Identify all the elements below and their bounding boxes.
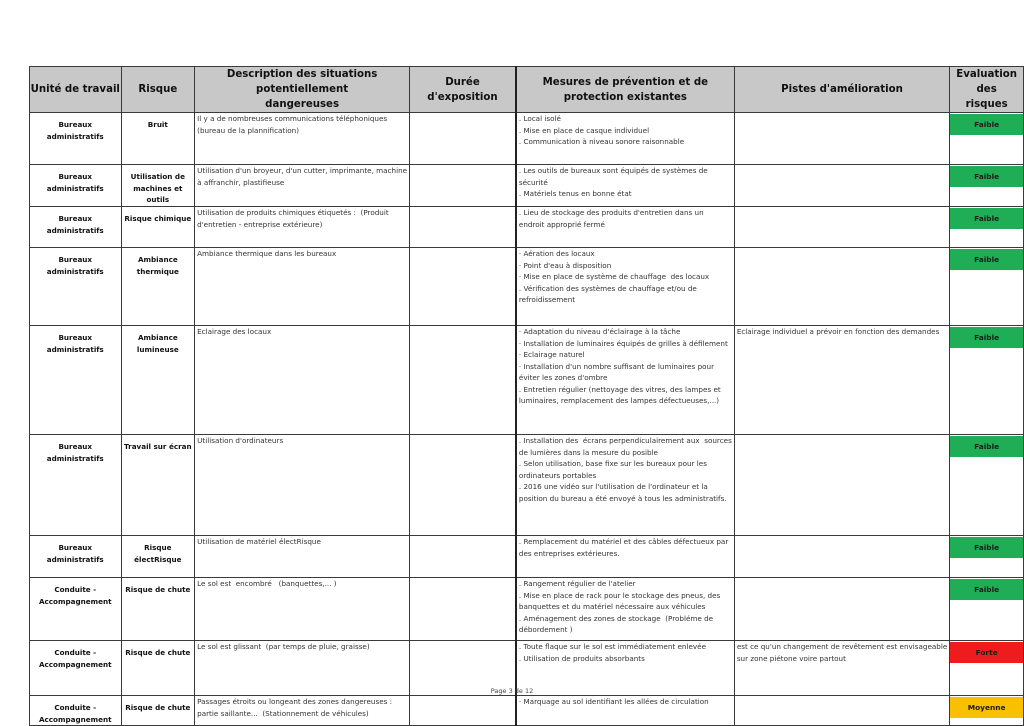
description-line: Utilisation d'ordinateurs — [197, 436, 284, 445]
description-cell — [195, 536, 410, 578]
table-row — [30, 113, 1024, 165]
evaluation-cell — [950, 578, 1024, 641]
improvements-cell — [734, 165, 949, 207]
table-row — [30, 165, 1024, 207]
measures-cell — [516, 165, 734, 207]
improvements-cell — [734, 435, 949, 536]
evaluation-cell — [950, 113, 1024, 165]
improvements-cell — [734, 578, 949, 641]
description-line: Utilisation de matériel électRisque — [197, 537, 321, 546]
header-improvements: Pistes d'amélioration — [734, 67, 949, 113]
evaluation-cell — [950, 696, 1024, 726]
description-cell — [195, 696, 410, 726]
unit-cell: Conduite - Accompagnement — [30, 578, 122, 641]
unit-cell: Conduite - Accompagnement — [30, 696, 122, 726]
measures-line: des entreprises extérieures. — [518, 548, 620, 558]
description-line: Le sol est glissant (par temps de pluie, graisse) — [197, 642, 370, 651]
measures-line: . Mise en place de rack pour le stockage des pneus, des — [518, 590, 721, 600]
unit-cell: Bureaux administratifs — [30, 248, 122, 326]
risk-assessment-table — [29, 66, 1024, 726]
risk-cell: Ambiance thermique — [121, 248, 195, 326]
improvements-line: est ce qu'un changement de revêtement est envisageable — [736, 642, 948, 651]
table-row — [30, 696, 1024, 726]
risk-level-badge: Faible — [950, 327, 1023, 348]
risk-cell: Risque de chute — [121, 696, 195, 726]
table-row — [30, 536, 1024, 578]
risk-cell: Travail sur écran — [121, 435, 195, 536]
unit-cell: Bureaux administratifs — [30, 207, 122, 248]
description-line: (bureau de la plannification) — [197, 125, 300, 135]
risk-level-badge: Faible — [950, 208, 1023, 229]
improvements-cell — [734, 536, 949, 578]
measures-line: . Matériels tenus en bonne état — [518, 189, 632, 198]
improvements-cell — [734, 207, 949, 248]
risk-cell: Bruit — [121, 113, 195, 165]
evaluation-cell — [950, 165, 1024, 207]
risk-level-badge: Faible — [950, 249, 1023, 270]
risk-cell: Risque de chute — [121, 578, 195, 641]
unit-cell: Bureaux administratifs — [30, 326, 122, 435]
risk-level-badge: Moyenne — [950, 697, 1023, 718]
evaluation-cell — [950, 248, 1024, 326]
measures-line: . Toute flaque sur le sol est immédiatement enlevée — [518, 642, 706, 651]
measures-cell — [516, 113, 734, 165]
table-row — [30, 207, 1024, 248]
risk-level-badge: Faible — [950, 436, 1023, 457]
header-risk: Risque — [121, 67, 195, 113]
risk-cell: Risque de chute — [121, 641, 195, 696]
improvements-cell — [734, 248, 949, 326]
description-line: Utilisation d'un broyeur, d'un cutter, imprimante, machine — [197, 166, 408, 175]
measures-line: luminaires, remplacement des lampes défectueuses,...) — [518, 396, 720, 405]
evaluation-cell — [950, 536, 1024, 578]
header-measures: Mesures de prévention et de protection existantes — [516, 67, 734, 113]
measures-line: ordinateurs portables — [518, 470, 597, 480]
risk-cell: Risque électRisque — [121, 536, 195, 578]
measures-line: · Mise en place de système de chauffage des locaux — [518, 272, 710, 281]
measures-line: endroit approprié fermé — [518, 219, 605, 229]
improvements-cell — [734, 113, 949, 165]
table-row — [30, 248, 1024, 326]
description-cell — [195, 578, 410, 641]
improvements-line: Eclairage individuel a prévoir en fonction des demandes — [736, 327, 940, 336]
measures-line: sécurité — [518, 177, 548, 187]
measures-line: . Local isolé — [518, 114, 561, 123]
description-line: Ambiance thermique dans les bureaux — [197, 249, 337, 258]
risk-level-badge: Faible — [950, 579, 1023, 600]
measures-line: éviter les zones d'ombre — [518, 373, 608, 382]
description-line: à affranchir, plastifieuse — [197, 177, 285, 187]
duration-cell — [410, 578, 516, 641]
measures-line: . Mise en place de casque individuel — [518, 125, 650, 135]
measures-line: . Entretien régulier (nettoyage des vitres, des lampes et — [518, 384, 721, 394]
measures-line: . Installation des écrans perpendiculairement aux sources — [518, 436, 732, 445]
description-line: Eclairage des locaux — [197, 327, 272, 336]
description-line: Il y a de nombreuses communications téléphoniques — [197, 114, 388, 123]
description-line: Utilisation de produits chimiques étiquetés : (Produit — [197, 208, 389, 217]
measures-cell — [516, 536, 734, 578]
measures-line: · Eclairage naturel — [518, 350, 585, 359]
measures-cell — [516, 326, 734, 435]
unit-cell: Conduite - Accompagnement — [30, 641, 122, 696]
measures-line: . Selon utilisation, base fixe sur les bureaux pour les — [518, 459, 707, 468]
evaluation-cell — [950, 326, 1024, 435]
improvements-line: sur zone piétone voire partout — [736, 653, 846, 663]
measures-line: . Les outils de bureaux sont équipés de systèmes de — [518, 166, 708, 175]
unit-cell: Bureaux administratifs — [30, 165, 122, 207]
unit-cell: Bureaux administratifs — [30, 113, 122, 165]
measures-line: . Lieu de stockage des produits d'entretien dans un — [518, 208, 704, 217]
description-cell — [195, 248, 410, 326]
risk-cell: Utilisation de machines et outils — [121, 165, 195, 207]
risk-cell: Risque chimique — [121, 207, 195, 248]
risk-level-badge: Forte — [950, 642, 1023, 663]
description-line: Le sol est encombré (banquettes,... ) — [197, 579, 337, 588]
measures-line: . Remplacement du matériel et des câbles défectueux par — [518, 537, 729, 546]
duration-cell — [410, 696, 516, 726]
description-line: d'entretien - entreprise extérieure) — [197, 219, 323, 229]
measures-line: . Communication à niveau sonore raisonnable — [518, 137, 685, 146]
measures-line: . 2016 une vidéo sur l'utilisation de l'ordinateur et la — [518, 482, 708, 491]
measures-cell — [516, 435, 734, 536]
table-row — [30, 326, 1024, 435]
evaluation-cell — [950, 435, 1024, 536]
duration-cell — [410, 248, 516, 326]
measures-cell — [516, 207, 734, 248]
description-cell — [195, 165, 410, 207]
measures-cell — [516, 578, 734, 641]
measures-line: · Aération des locaux — [518, 249, 595, 258]
risk-level-badge: Faible — [950, 114, 1023, 135]
duration-cell — [410, 435, 516, 536]
unit-cell: Bureaux administratifs — [30, 435, 122, 536]
measures-line: . Vérification des systèmes de chauffage et/ou de — [518, 283, 697, 293]
measures-line: · Installation d'un nombre suffisant de luminaires pour — [518, 361, 715, 371]
measures-line: position du bureau a été envoyé à tous les administratifs. — [518, 493, 727, 503]
measures-line: · Adaptation du niveau d'éclairage à la tâche — [518, 327, 681, 336]
description-cell — [195, 207, 410, 248]
page-number: Page 3 de 12 — [490, 687, 534, 695]
unit-cell: Bureaux administratifs — [30, 536, 122, 578]
measures-line: · Point d'eau à disposition — [518, 260, 612, 270]
header-duration: Durée d'exposition — [410, 67, 516, 113]
evaluation-cell — [950, 207, 1024, 248]
description-cell — [195, 435, 410, 536]
measures-line: . Rangement régulier de l'atelier — [518, 579, 636, 588]
duration-cell — [410, 113, 516, 165]
risk-cell: Ambiance lumineuse — [121, 326, 195, 435]
header-row — [30, 67, 1024, 113]
measures-line: refroidissement — [518, 295, 576, 304]
risk-level-badge: Faible — [950, 166, 1023, 187]
description-cell — [195, 113, 410, 165]
improvements-cell — [734, 696, 949, 726]
measures-line: banquettes et du matériel nécessaire aux véhicules — [518, 602, 706, 611]
measures-line: de lumières dans la mesure du posible — [518, 447, 658, 457]
risk-level-badge: Faible — [950, 537, 1023, 558]
description-cell — [195, 326, 410, 435]
table-row — [30, 578, 1024, 641]
description-line: Passages étroits ou longeant des zones dangereuses : — [197, 697, 393, 706]
duration-cell — [410, 207, 516, 248]
measures-line: · Marquage au sol identifiant les allées de circulation — [518, 697, 709, 706]
measures-line: . Aménagement des zones de stockage (Probléme de — [518, 613, 714, 623]
measures-line: . Utilisation de produits absorbants — [518, 653, 645, 663]
measures-line: · Installation de luminaires équipés de grilles à défilement — [518, 338, 728, 348]
duration-cell — [410, 165, 516, 207]
header-unit: Unité de travail — [30, 67, 122, 113]
header-evaluation: Evaluation des risques — [950, 67, 1024, 113]
table-row — [30, 435, 1024, 536]
measures-cell — [516, 696, 734, 726]
description-line: partie saillante... (Stationnement de véhicules) — [197, 708, 369, 718]
improvements-cell — [734, 326, 949, 435]
header-description: Description des situations potentiellement dangereuses — [195, 67, 410, 113]
duration-cell — [410, 326, 516, 435]
measures-line: débordement ) — [518, 625, 573, 634]
duration-cell — [410, 536, 516, 578]
measures-cell — [516, 248, 734, 326]
